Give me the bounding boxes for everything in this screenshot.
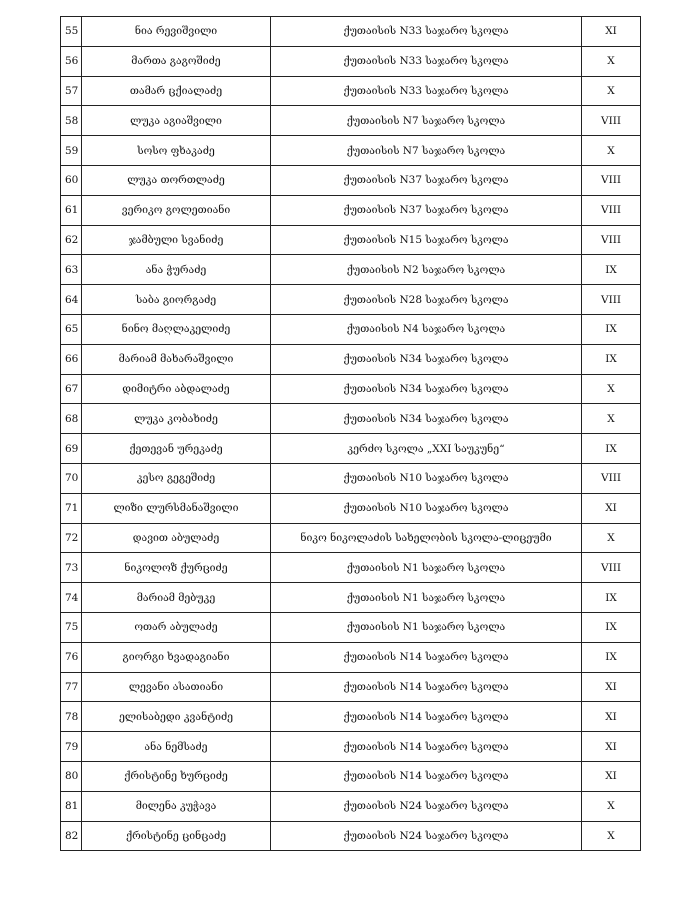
row-number-cell: 56	[61, 46, 82, 76]
school-name-cell: ქუთაისის N4 საჯარო სკოლა	[271, 314, 582, 344]
school-name-cell: ქუთაისის N10 საჯარო სკოლა	[271, 493, 582, 523]
table-row	[61, 642, 641, 672]
student-name-cell: ანა ჭურაძე	[82, 255, 271, 285]
row-number-cell: 58	[61, 106, 82, 136]
table-row	[61, 76, 641, 106]
grade-cell: X	[582, 404, 641, 434]
school-name-cell: ქუთაისის N33 საჯარო სკოლა	[271, 17, 582, 47]
row-number-cell: 71	[61, 493, 82, 523]
row-number-cell: 62	[61, 225, 82, 255]
row-number-cell: 66	[61, 344, 82, 374]
participants-table-body	[61, 17, 641, 851]
school-name-cell: ქუთაისის N34 საჯარო სკოლა	[271, 404, 582, 434]
school-name-cell: ქუთაისის N14 საჯარო სკოლა	[271, 642, 582, 672]
table-row	[61, 136, 641, 166]
student-name-cell: თამარ ცქიალაძე	[82, 76, 271, 106]
row-number-cell: 78	[61, 702, 82, 732]
school-name-cell: ქუთაისის N14 საჯარო სკოლა	[271, 732, 582, 762]
school-name-cell: ქუთაისის N14 საჯარო სკოლა	[271, 672, 582, 702]
row-number-cell: 68	[61, 404, 82, 434]
table-row	[61, 225, 641, 255]
student-name-cell: ოთარ აბულაძე	[82, 612, 271, 642]
row-number-cell: 69	[61, 434, 82, 464]
grade-cell: XI	[582, 17, 641, 47]
table-row	[61, 761, 641, 791]
grade-cell: X	[582, 523, 641, 553]
row-number-cell: 55	[61, 17, 82, 47]
table-row	[61, 434, 641, 464]
table-row	[61, 106, 641, 136]
grade-cell: XI	[582, 493, 641, 523]
school-name-cell: ქუთაისის N14 საჯარო სკოლა	[271, 761, 582, 791]
student-name-cell: კესო გეგეშიძე	[82, 463, 271, 493]
table-row	[61, 672, 641, 702]
row-number-cell: 61	[61, 195, 82, 225]
grade-cell: X	[582, 46, 641, 76]
student-name-cell: ნინო მაღლაკელიძე	[82, 314, 271, 344]
row-number-cell: 81	[61, 791, 82, 821]
table-row	[61, 165, 641, 195]
grade-cell: IX	[582, 612, 641, 642]
school-name-cell: ქუთაისის N24 საჯარო სკოლა	[271, 791, 582, 821]
school-name-cell: ქუთაისის N34 საჯარო სკოლა	[271, 374, 582, 404]
table-row	[61, 285, 641, 315]
row-number-cell: 82	[61, 821, 82, 851]
grade-cell: X	[582, 374, 641, 404]
school-name-cell: ქუთაისის N24 საჯარო სკოლა	[271, 821, 582, 851]
school-name-cell: ქუთაისის N28 საჯარო სკოლა	[271, 285, 582, 315]
school-name-cell: ქუთაისის N33 საჯარო სკოლა	[271, 46, 582, 76]
school-name-cell: ქუთაისის N14 საჯარო სკოლა	[271, 702, 582, 732]
school-name-cell: ქუთაისის N37 საჯარო სკოლა	[271, 165, 582, 195]
row-number-cell: 79	[61, 732, 82, 762]
student-name-cell: საბა გიორგაძე	[82, 285, 271, 315]
table-row	[61, 404, 641, 434]
grade-cell: XI	[582, 702, 641, 732]
table-row	[61, 463, 641, 493]
student-name-cell: მარიამ მახარაშვილი	[82, 344, 271, 374]
table-row	[61, 553, 641, 583]
school-name-cell: ქუთაისის N1 საჯარო სკოლა	[271, 583, 582, 613]
grade-cell: IX	[582, 314, 641, 344]
row-number-cell: 57	[61, 76, 82, 106]
grade-cell: XI	[582, 672, 641, 702]
row-number-cell: 72	[61, 523, 82, 553]
grade-cell: VIII	[582, 165, 641, 195]
grade-cell: VIII	[582, 463, 641, 493]
student-name-cell: გიორგი ხვადაგიანი	[82, 642, 271, 672]
row-number-cell: 77	[61, 672, 82, 702]
student-name-cell: ლევანი ასათიანი	[82, 672, 271, 702]
school-name-cell: ქუთაისის N37 საჯარო სკოლა	[271, 195, 582, 225]
student-name-cell: ლუკა აგიაშვილი	[82, 106, 271, 136]
table-row	[61, 523, 641, 553]
grade-cell: XI	[582, 732, 641, 762]
student-name-cell: მარიამ მებუკე	[82, 583, 271, 613]
student-name-cell: ჯამბული სვანიძე	[82, 225, 271, 255]
grade-cell: VIII	[582, 553, 641, 583]
grade-cell: IX	[582, 642, 641, 672]
table-row	[61, 17, 641, 47]
school-name-cell: ქუთაისის N10 საჯარო სკოლა	[271, 463, 582, 493]
student-name-cell: ქეთევან ურეკაძე	[82, 434, 271, 464]
table-row	[61, 255, 641, 285]
row-number-cell: 60	[61, 165, 82, 195]
participants-table	[60, 16, 641, 851]
school-name-cell: ქუთაისის N7 საჯარო სკოლა	[271, 136, 582, 166]
student-name-cell: ქრისტინე ცინცაძე	[82, 821, 271, 851]
grade-cell: X	[582, 821, 641, 851]
school-name-cell: ქუთაისის N2 საჯარო სკოლა	[271, 255, 582, 285]
table-row	[61, 493, 641, 523]
grade-cell: VIII	[582, 225, 641, 255]
grade-cell: IX	[582, 255, 641, 285]
student-name-cell: ლუკა თორთლაძე	[82, 165, 271, 195]
student-name-cell: ლიზი ლურსმანაშვილი	[82, 493, 271, 523]
row-number-cell: 67	[61, 374, 82, 404]
row-number-cell: 80	[61, 761, 82, 791]
school-name-cell: კერძო სკოლა „XXI საუკუნე“	[271, 434, 582, 464]
student-name-cell: ქრისტინე ხურციძე	[82, 761, 271, 791]
student-name-cell: ვერიკო გოლეთიანი	[82, 195, 271, 225]
school-name-cell: ქუთაისის N1 საჯარო სკოლა	[271, 553, 582, 583]
student-name-cell: ანა ნემსაძე	[82, 732, 271, 762]
student-name-cell: ლუკა კობახიძე	[82, 404, 271, 434]
school-name-cell: ქუთაისის N7 საჯარო სკოლა	[271, 106, 582, 136]
student-name-cell: მართა გაგოშიძე	[82, 46, 271, 76]
row-number-cell: 63	[61, 255, 82, 285]
table-row	[61, 374, 641, 404]
student-name-cell: ნია რევიშვილი	[82, 17, 271, 47]
row-number-cell: 76	[61, 642, 82, 672]
grade-cell: IX	[582, 344, 641, 374]
grade-cell: VIII	[582, 195, 641, 225]
student-name-cell: მილენა კუჭავა	[82, 791, 271, 821]
school-name-cell: ქუთაისის N34 საჯარო სკოლა	[271, 344, 582, 374]
school-name-cell: ქუთაისის N1 საჯარო სკოლა	[271, 612, 582, 642]
school-name-cell: ქუთაისის N33 საჯარო სკოლა	[271, 76, 582, 106]
school-name-cell: ქუთაისის N15 საჯარო სკოლა	[271, 225, 582, 255]
grade-cell: IX	[582, 583, 641, 613]
table-row	[61, 583, 641, 613]
row-number-cell: 75	[61, 612, 82, 642]
table-row	[61, 46, 641, 76]
student-name-cell: სოსო ფხაკაძე	[82, 136, 271, 166]
row-number-cell: 73	[61, 553, 82, 583]
school-name-cell: ნიკო ნიკოლაძის სახელობის სკოლა-ლიცეუმი	[271, 523, 582, 553]
table-row	[61, 732, 641, 762]
table-row	[61, 702, 641, 732]
row-number-cell: 59	[61, 136, 82, 166]
table-row	[61, 314, 641, 344]
grade-cell: X	[582, 136, 641, 166]
table-row	[61, 791, 641, 821]
student-name-cell: ელისაბედი კვანტიძე	[82, 702, 271, 732]
grade-cell: X	[582, 791, 641, 821]
table-row	[61, 195, 641, 225]
row-number-cell: 64	[61, 285, 82, 315]
student-name-cell: დავით აბულაძე	[82, 523, 271, 553]
row-number-cell: 74	[61, 583, 82, 613]
student-name-cell: დიმიტრი აბდალაძე	[82, 374, 271, 404]
grade-cell: VIII	[582, 106, 641, 136]
table-row	[61, 821, 641, 851]
grade-cell: IX	[582, 434, 641, 464]
table-row	[61, 344, 641, 374]
row-number-cell: 65	[61, 314, 82, 344]
row-number-cell: 70	[61, 463, 82, 493]
grade-cell: XI	[582, 761, 641, 791]
grade-cell: X	[582, 76, 641, 106]
grade-cell: VIII	[582, 285, 641, 315]
student-name-cell: ნიკოლოზ ქურციძე	[82, 553, 271, 583]
table-row	[61, 612, 641, 642]
